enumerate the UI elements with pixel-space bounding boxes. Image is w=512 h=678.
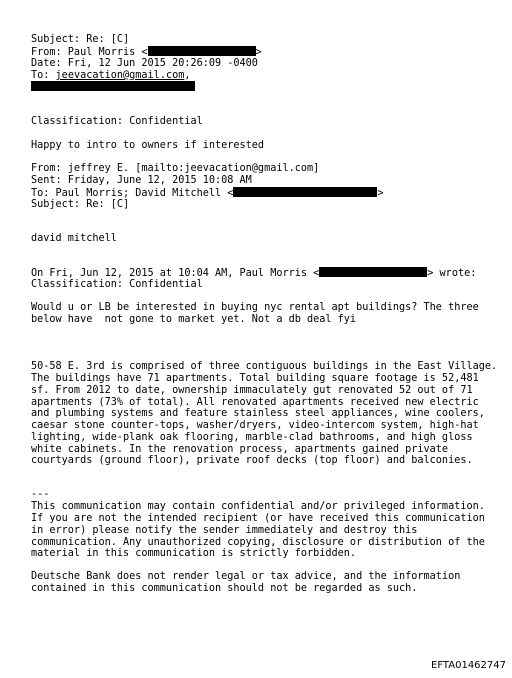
property-line: white cabinets. In the renovation process, apartments gained private: [31, 444, 449, 455]
header-to-redacted: [31, 81, 195, 94]
quote-classification: Classification: Confidential: [31, 279, 203, 290]
db-disclaimer-line: Deutsche Bank does not render legal or tax advice, and the information: [31, 571, 461, 582]
redaction-box: [319, 267, 427, 277]
quoted-to-label: To: Paul Morris; David Mitchell <: [31, 188, 234, 199]
disclaimer-line: communication. Any unauthorized copying, disclosure or distribution of the: [31, 537, 485, 548]
quoted-sent: Sent: Friday, June 12, 2015 10:08 AM: [31, 175, 252, 186]
disclaimer-separator: ---: [31, 489, 50, 500]
property-line: caesar stone counter-tops, washer/dryers, video-intercom system, high-hat: [31, 420, 479, 431]
question-line: below have not gone to market yet. Not a db deal fyi: [31, 314, 357, 325]
on-wrote-prefix: On Fri, Jun 12, 2015 at 10:04 AM, Paul Morris <: [31, 268, 320, 279]
property-line: courtyards (ground floor), private roof decks (top floor) and balconies.: [31, 455, 473, 466]
on-wrote-suffix: > wrote:: [427, 268, 477, 279]
property-line: lighting, wide-plank oak flooring, marble-clad bathrooms, and high gloss: [31, 432, 473, 443]
quoted-subject: Subject: Re: [C]: [31, 199, 130, 210]
header-date: Date: Fri, 12 Jun 2015 20:26:09 -0400: [31, 58, 258, 69]
redaction-box: [31, 81, 195, 91]
redaction-box: [233, 187, 377, 197]
intro-message: Happy to intro to owners if interested: [31, 140, 265, 151]
property-line: sf. From 2012 to date, ownership immaculately gut renovated 52 out of 71: [31, 385, 473, 396]
header-to-suffix: ,: [184, 70, 191, 81]
classification-label: Classification: Confidential: [31, 116, 203, 127]
db-disclaimer-line: contained in this communication should not be regarded as such.: [31, 583, 418, 594]
disclaimer-line: material in this communication is strictly forbidden.: [31, 548, 357, 559]
property-line: 50-58 E. 3rd is comprised of three contiguous buildings in the East Village.: [31, 361, 498, 372]
header-from-suffix: >: [255, 47, 262, 58]
header-from-label: From: Paul Morris <: [31, 47, 148, 58]
header-to-label: To:: [31, 70, 56, 81]
quoted-to-suffix: >: [377, 188, 384, 199]
property-line: apartments (73% of total). All renovated apartments received new electric: [31, 397, 479, 408]
property-line: and plumbing systems and feature stainless steel appliances, wine coolers,: [31, 408, 485, 419]
quoted-from: From: jeffrey E. [mailto:jeevacation@gmail.com]: [31, 163, 320, 174]
disclaimer-line: If you are not the intended recipient (or have received this communication: [31, 513, 485, 524]
question-line: Would u or LB be interested in buying nyc rental apt buildings? The three: [31, 302, 479, 313]
header-subject: Subject: Re: [C]: [31, 34, 130, 45]
disclaimer-line: in error) please notify the sender immediately and destroy this: [31, 525, 418, 536]
header-to-email-link[interactable]: jeevacation@gmail.com: [55, 70, 185, 81]
reply-text: david mitchell: [31, 233, 117, 244]
document-id: EFTA01462747: [431, 660, 506, 671]
property-line: The buildings have 71 apartments. Total building square footage is 52,481: [31, 373, 479, 384]
redaction-box: [148, 46, 256, 56]
disclaimer-line: This communication may contain confidential and/or privileged information.: [31, 501, 485, 512]
